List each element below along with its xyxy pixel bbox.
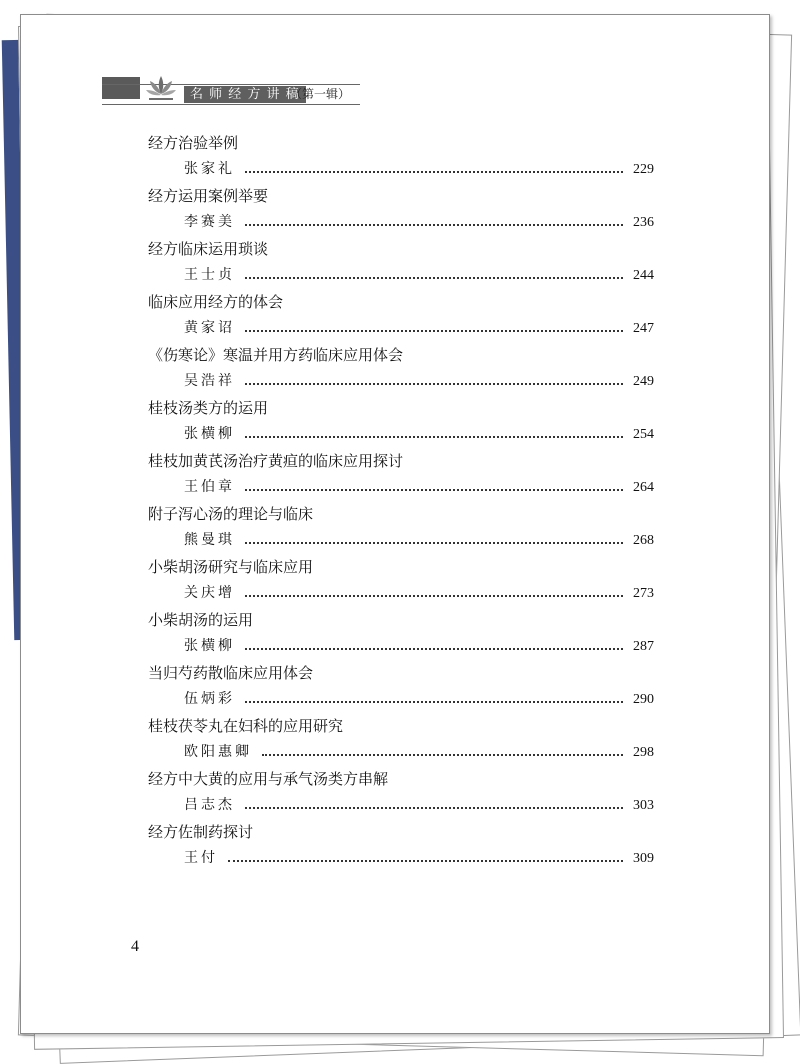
toc-entry: [148, 236, 654, 289]
dot-leader: [245, 159, 623, 173]
toc-entry-title: 桂枝茯苓丸在妇科的应用研究: [148, 717, 344, 735]
toc-entry-page-number: 268: [633, 533, 654, 548]
toc-author-row: [184, 742, 654, 762]
header-bar-block: [102, 77, 140, 99]
toc-author-row: [184, 583, 654, 603]
header-rule-top: [102, 84, 360, 85]
page-number: 4: [131, 938, 139, 955]
toc-author-row: [184, 848, 654, 868]
toc-entry-author: 吕志杰: [184, 797, 235, 813]
toc-entry: [148, 130, 654, 183]
toc-entry-author: 张家礼: [184, 161, 235, 177]
toc-author-row: [184, 636, 654, 656]
dot-leader: [228, 848, 623, 862]
toc-entry-title: 小柴胡汤研究与临床应用: [148, 558, 314, 576]
toc-entry: [148, 607, 654, 660]
dot-leader: [245, 318, 623, 332]
toc-entry-page-number: 303: [633, 798, 654, 813]
dot-leader: [262, 742, 623, 756]
toc-entry-title: 小柴胡汤的运用: [148, 611, 254, 629]
toc-entry-title: 桂枝汤类方的运用: [148, 399, 269, 417]
dot-leader: [245, 477, 623, 491]
toc-entry-page-number: 229: [633, 162, 654, 177]
toc-entry: [148, 501, 654, 554]
dot-leader: [245, 371, 623, 385]
toc-entry-title: 经方治验举例: [148, 134, 239, 152]
volume-label: （第一辑）: [290, 87, 351, 101]
toc-entry-author: 关庆增: [184, 585, 235, 601]
toc-author-row: [184, 212, 654, 232]
toc-entry-title: 桂枝加黄芪汤治疗黄疸的临床应用探讨: [148, 452, 404, 470]
series-title: 名 师 经 方 讲 稿: [184, 86, 306, 103]
toc-author-row: [184, 159, 654, 179]
toc-entry-page-number: 247: [633, 321, 654, 336]
toc-entry-author: 伍炳彩: [184, 691, 235, 707]
toc-entry: [148, 342, 654, 395]
toc-entry-title: 经方临床运用琐谈: [148, 240, 269, 258]
toc-entry-author: 欧阳惠卿: [184, 744, 252, 760]
toc-author-row: [184, 424, 654, 444]
toc-entry: [148, 554, 654, 607]
toc-author-row: [184, 371, 654, 391]
toc-entry-title: 附子泻心汤的理论与临床: [148, 505, 314, 523]
dot-leader: [245, 212, 623, 226]
dot-leader: [245, 530, 623, 544]
toc-entry-page-number: 264: [633, 480, 654, 495]
toc-entry-page-number: 254: [633, 427, 654, 442]
toc-entry-page-number: 290: [633, 692, 654, 707]
toc-entry-author: 吴浩祥: [184, 373, 235, 389]
toc-entry: [148, 395, 654, 448]
toc-entry: [148, 183, 654, 236]
toc-entry-page-number: 273: [633, 586, 654, 601]
toc-entry-page-number: 236: [633, 215, 654, 230]
toc-author-row: [184, 477, 654, 497]
toc-entry: [148, 448, 654, 501]
dot-leader: [245, 265, 623, 279]
toc-entry-title: 当归芍药散临床应用体会: [148, 664, 314, 682]
toc-entry-page-number: 287: [633, 639, 654, 654]
header-rule-bottom: [102, 104, 360, 105]
toc-entry: [148, 766, 654, 819]
table-of-contents: [148, 130, 654, 872]
dot-leader: [245, 636, 623, 650]
toc-entry-title: 经方运用案例举要: [148, 187, 269, 205]
toc-entry: [148, 713, 654, 766]
toc-entry-title: 临床应用经方的体会: [148, 293, 284, 311]
dot-leader: [245, 583, 623, 597]
dot-leader: [245, 424, 623, 438]
toc-entry-author: 张横柳: [184, 638, 235, 654]
toc-entry-page-number: 309: [633, 851, 654, 866]
toc-entry-author: 张横柳: [184, 426, 235, 442]
toc-entry-title: 经方中大黄的应用与承气汤类方串解: [148, 770, 389, 788]
toc-author-row: [184, 689, 654, 709]
toc-entry-author: 熊曼琪: [184, 532, 235, 548]
toc-entry-author: 李赛美: [184, 214, 235, 230]
toc-author-row: [184, 265, 654, 285]
dot-leader: [245, 689, 623, 703]
toc-author-row: [184, 530, 654, 550]
toc-entry-author: 王付: [184, 850, 218, 866]
toc-entry-title: 《伤寒论》寒温并用方药临床应用体会: [148, 346, 404, 364]
toc-entry: [148, 660, 654, 713]
toc-author-row: [184, 795, 654, 815]
toc-entry: [148, 819, 654, 872]
toc-entry-page-number: 244: [633, 268, 654, 283]
toc-entry-page-number: 298: [633, 745, 654, 760]
toc-author-row: [184, 318, 654, 338]
toc-entry-author: 王伯章: [184, 479, 235, 495]
lotus-logo-icon: [145, 72, 177, 104]
toc-entry-author: 黄家诏: [184, 320, 235, 336]
toc-entry-page-number: 249: [633, 374, 654, 389]
toc-entry: [148, 289, 654, 342]
toc-entry-author: 王士贞: [184, 267, 235, 283]
toc-entry-title: 经方佐制药探讨: [148, 823, 254, 841]
dot-leader: [245, 795, 623, 809]
